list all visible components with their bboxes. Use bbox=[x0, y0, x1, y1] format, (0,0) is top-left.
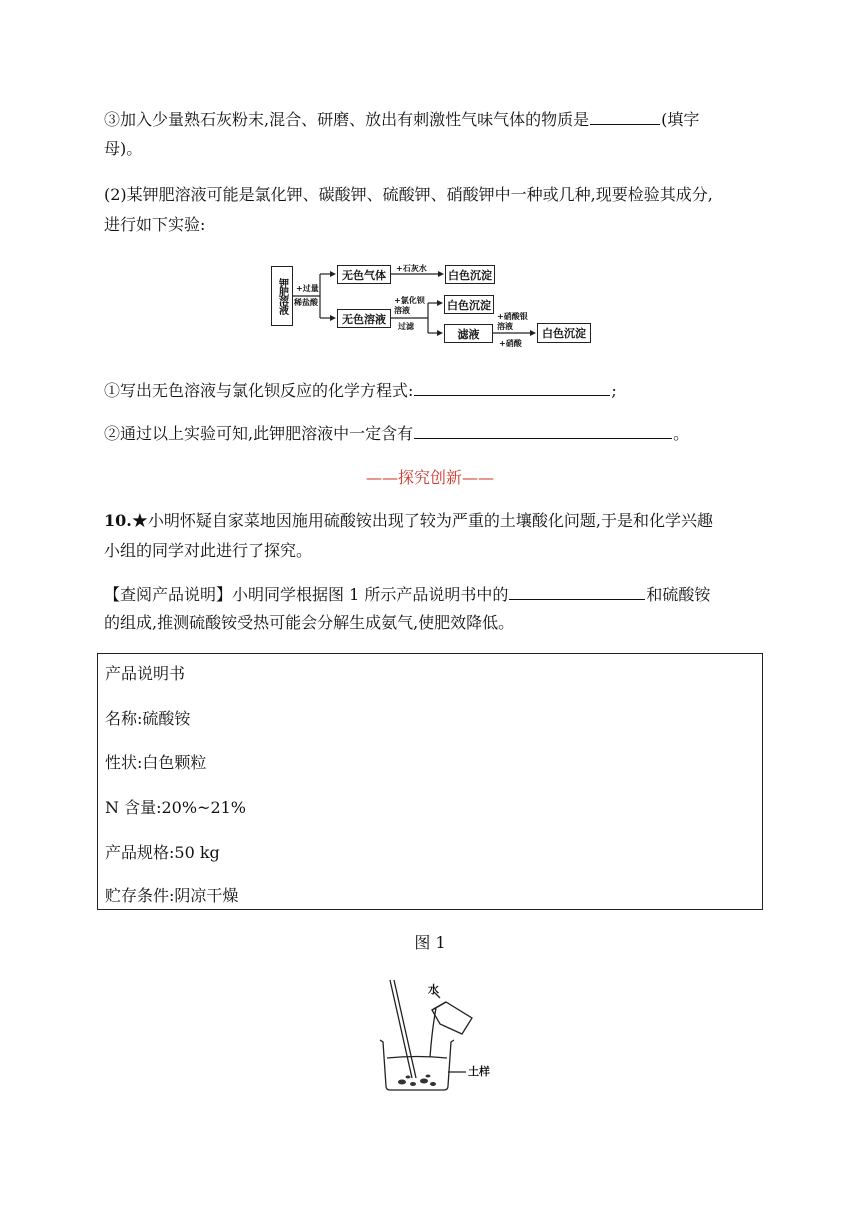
flow-start-box: 钾肥溶液 bbox=[271, 266, 293, 326]
limewater-label: +石灰水 bbox=[396, 264, 427, 273]
manual-storage: 贮存条件:阴凉干燥 bbox=[105, 886, 239, 905]
manual-name: 名称:硫酸铵 bbox=[105, 709, 191, 728]
bacl2-bottom: 溶液 bbox=[394, 306, 410, 315]
soil-label: 土样 bbox=[468, 1065, 490, 1078]
consult-text: 【查阅产品说明】小明同学根据图 1 所示产品说明书中的 bbox=[104, 585, 509, 604]
star-icon: ★ bbox=[131, 511, 148, 530]
part-2-intro: (2)某钾肥溶液可能是氯化钾、碳酸钾、硫酸钾、硝酸钾中一种或几种,现要检验其成分, bbox=[104, 185, 713, 204]
manual-nitrogen: N 含量:20%~21% bbox=[105, 798, 247, 817]
manual-spec: 产品规格:50 kg bbox=[105, 843, 220, 862]
flow-filtrate-box: 滤液 bbox=[444, 324, 493, 343]
consult-line-2: 的组成,推测硫酸铵受热可能会分解生成氨气,使肥效降低。 bbox=[104, 613, 515, 632]
part-2-intro-2: 进行如下实验: bbox=[104, 215, 206, 234]
consult-tail: 和硫酸铵 bbox=[646, 585, 711, 604]
flow-precipitate-3: 白色沉淀 bbox=[537, 323, 591, 343]
reagent-1-bottom: 稀盐酸 bbox=[294, 298, 318, 307]
question-10-text: 小明怀疑自家菜地因施用硫酸铵出现了较为严重的土壤酸化问题,于是和化学兴趣 bbox=[147, 511, 713, 530]
flow-solution-box: 无色溶液 bbox=[337, 309, 391, 328]
section-title: ——探究创新—— bbox=[365, 468, 494, 487]
sub-question-2-end: 。 bbox=[673, 424, 690, 443]
question-10-number: 10. bbox=[104, 511, 132, 530]
flow-precipitate-1: 白色沉淀 bbox=[445, 265, 495, 284]
manual-appearance: 性状:白色颗粒 bbox=[105, 753, 207, 772]
bacl2-top: +氯化钡 bbox=[394, 296, 425, 305]
reagent-1-top: +过量 bbox=[296, 284, 319, 293]
agno3-top: +硝酸银 bbox=[497, 312, 528, 321]
flow-precipitate-2: 白色沉淀 bbox=[444, 295, 494, 314]
agno3-bottom: 溶液 bbox=[497, 322, 513, 331]
filter-label: 过滤 bbox=[398, 322, 414, 331]
sub-question-1-end: ; bbox=[611, 381, 617, 400]
sub-question-2-text: ②通过以上实验可知,此钾肥溶液中一定含有 bbox=[104, 424, 414, 443]
question-10-line-2: 小组的同学对此进行了探究。 bbox=[104, 541, 313, 560]
sub-question-1-text: ①写出无色溶液与氯化钡反应的化学方程式: bbox=[104, 381, 414, 400]
flow-gas-box: 无色气体 bbox=[337, 265, 391, 284]
question-3-line-2: 母)。 bbox=[104, 139, 143, 158]
hno3-label: +硝酸 bbox=[499, 339, 522, 348]
water-label: 水 bbox=[428, 983, 439, 996]
figure-1-caption: 图 1 bbox=[414, 933, 446, 952]
manual-title: 产品说明书 bbox=[105, 664, 186, 683]
question-3-tail: (填字 bbox=[661, 110, 700, 129]
question-3-text: ③加入少量熟石灰粉末,混合、研磨、放出有刺激性气味气体的物质是 bbox=[104, 110, 590, 129]
